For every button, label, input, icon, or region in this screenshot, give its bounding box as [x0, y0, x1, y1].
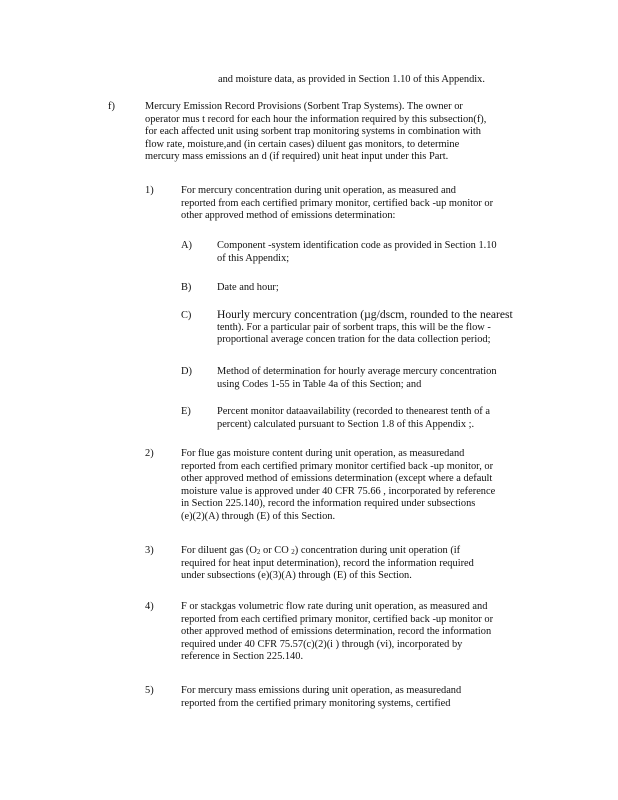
item-C-label: C)	[181, 310, 192, 321]
paragraph-2-text: For flue gas moisture content during unit operation, as measuredand reported from each certified primary monitor certified back -up monitor, or other approved method of emissions determination (except where a default moisture value is approved under 40 CFR 75.66 , incorporated by reference in Section 225.140), record the information required under subsections (e)(2)(A) through (E) of this Section.	[181, 448, 496, 522]
paragraph-4-label: 4)	[145, 601, 154, 612]
item-E-text: Percent monitor dataavailability (recorded to thenearest tenth of a percent) calculated pursuant to Section 1.8 of this Appendix ;.	[217, 406, 490, 430]
continuation-text: and moisture data, as provided in Section 1.10 of this Appendix.	[218, 74, 485, 85]
item-A-text: Component -system identification code as provided in Section 1.10 of this Appendix;	[217, 240, 497, 264]
item-C-text: Hourly mercury concentration (µg/dscm, rounded to the nearest tenth). For a particular pair of sorbent traps, this will be the flow - proportional average concen tration for the data collection period;	[217, 308, 513, 346]
item-B-label: B)	[181, 282, 192, 293]
paragraph-5-label: 5)	[145, 685, 154, 696]
paragraph-5-text: For mercury mass emissions during unit operation, as measuredand reported from the certified primary monitoring systems, certified	[181, 685, 462, 709]
paragraph-1-text: For mercury concentration during unit operation, as measured and reported from each certified primary monitor, certified back -up monitor or other approved method of emissions determination:	[181, 185, 494, 222]
paragraph-3-text: For diluent gas ($O_2$ or CO $_2$) concentration during unit operation (if required for heat input determination), record the information required under subsections (e)(3)(A) through (E) of this Section.	[181, 545, 474, 582]
item-B-text: Date and hour;	[217, 282, 279, 293]
paragraph-4-text: F or stackgas volumetric flow rate during unit operation, as measured and reported from each certified primary monitor, certified back -up monitor or other approved method of emissions determination, record the information required under 40 CFR 75.57(c)(2)(i ) through (vi), incorporated by reference in Section 225.140.	[181, 601, 494, 663]
section-f-text: Mercury Emission Record Provisions (Sorbent Trap Systems). The owner or operator mus t record for each hour the information required by this subsection(f), for each affected unit using sorbent trap monitoring systems in combination with flow rate, moisture,and (in certain cases) diluent gas monitors, to determine mercury mass emissions an d (if required) unit heat input under this Part.	[145, 101, 487, 163]
item-D-label: D)	[181, 366, 192, 377]
item-E-label: E)	[181, 406, 191, 417]
item-A-label: A)	[181, 240, 192, 251]
paragraph-1-label: 1)	[145, 185, 154, 196]
item-D-text: Method of determination for hourly average mercury concentration using Codes 1-55 in Table 4a of this Section; and	[217, 366, 497, 390]
paragraph-2-label: 2)	[145, 448, 154, 459]
section-f-label: f)	[108, 101, 115, 112]
paragraph-3-label: 3)	[145, 545, 154, 556]
